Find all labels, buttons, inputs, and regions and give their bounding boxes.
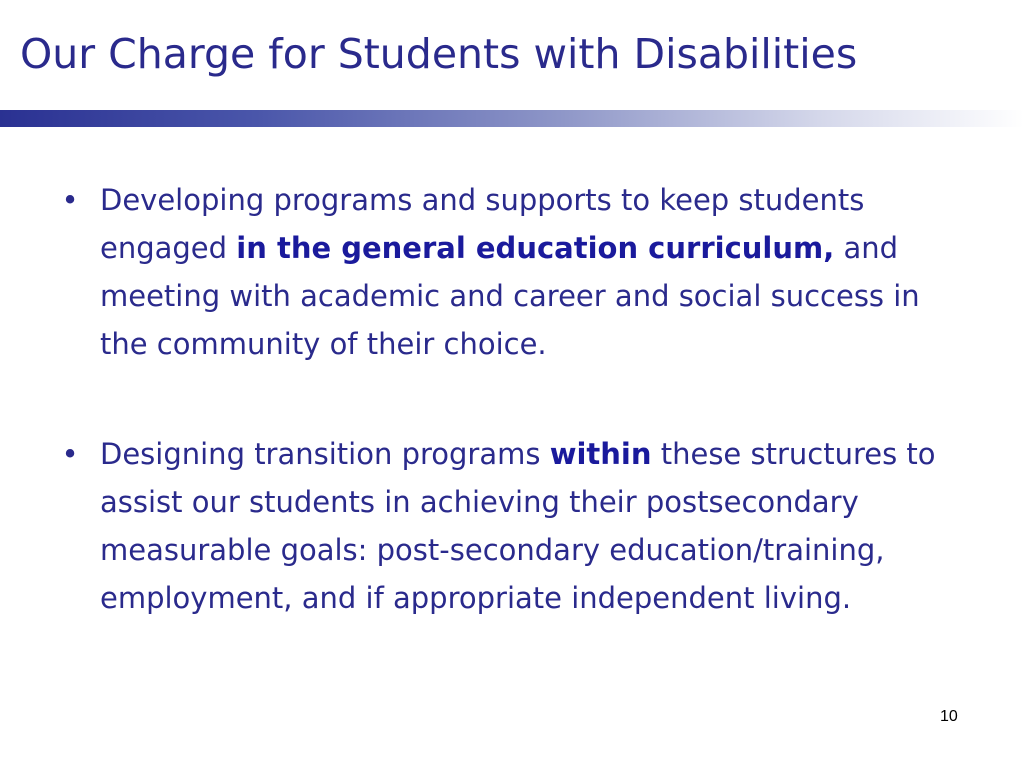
bullet-text: Developing programs and supports to keep students engaged: [100, 183, 865, 265]
slide-title: Our Charge for Students with Disabilities: [20, 30, 858, 78]
page-number: 10: [940, 708, 958, 725]
bullet-item-transition: [60, 430, 940, 622]
title-gradient-rule: [0, 110, 1024, 127]
bullet-item-programs: [60, 176, 940, 368]
bullet-text: and meeting with academic and career and social success in the community of their choice.: [100, 231, 920, 361]
bullet-emphasis: in the general education curriculum,: [236, 231, 835, 265]
bullet-icon: •: [61, 183, 79, 217]
bullet-list: [60, 176, 940, 622]
bullet-emphasis: within: [549, 437, 652, 471]
bullet-text: these structures to assist our students in achieving their postsecondary measurable goals: post-secondary education/training, employment, and if appropriate independent living.: [100, 437, 936, 615]
bullet-text: Designing transition programs: [100, 437, 550, 471]
bullet-icon: •: [61, 437, 79, 471]
